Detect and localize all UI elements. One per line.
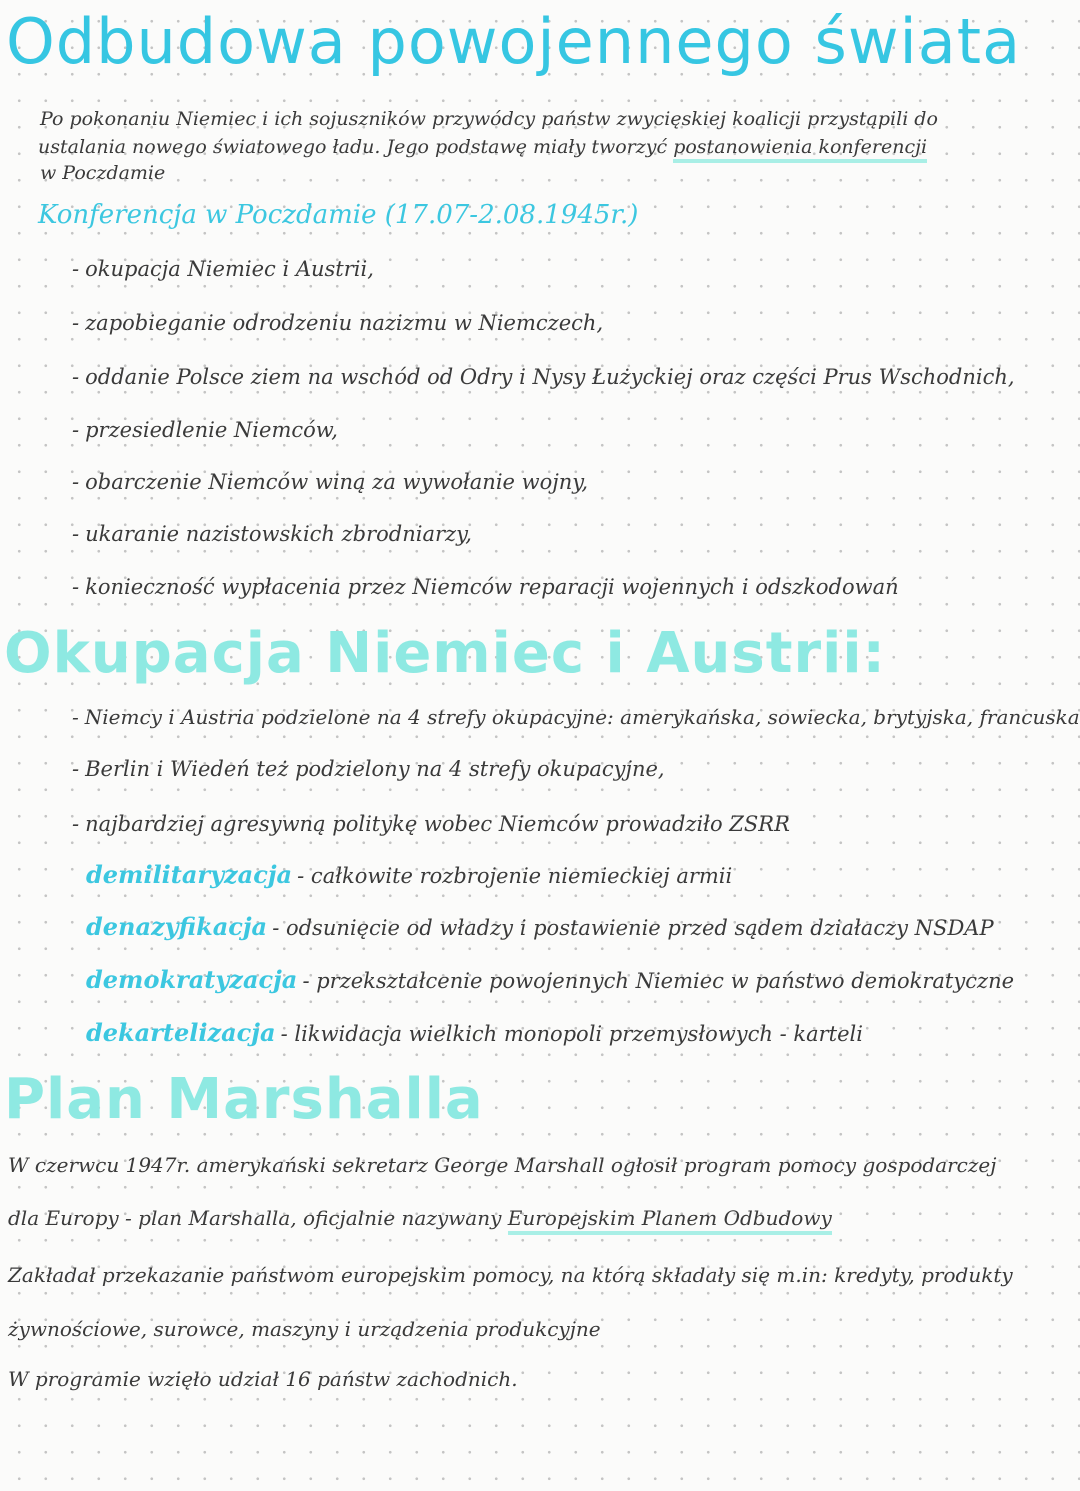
intro-line-2-text: ustalania nowego światowego ładu. Jego podstawę miały tworzyć [38, 136, 668, 158]
occupation-item: - najbardziej agresywną politykę wobec Niemców prowadziło ZSRR [72, 812, 790, 836]
term-definition: - likwidacja wielkich monopoli przemysłowych - karteli [280, 1022, 863, 1046]
marshall-line-2-text: dla Europy - plan Marshalla, oficjalnie nazywany [8, 1206, 502, 1230]
term-row [86, 912, 994, 941]
potsdam-item: - zapobieganie odrodzeniu nazizmu w Niemczech, [72, 311, 604, 335]
intro-line-1: Po pokonaniu Niemiec i ich sojuszników przywódcy państw zwycięskiej koalicji przystąpili do [40, 108, 938, 130]
marshall-line-3: Zakładał przekazanie państwom europejskim pomocy, na którą składały się m.in: kredyty, produkty [8, 1263, 1013, 1287]
term-definition: - odsunięcie od władzy i postawienie przed sądem działaczy NSDAP [272, 916, 994, 940]
occupation-item: - Berlin i Wiedeń też podzielony na 4 strefy okupacyjne, [72, 757, 665, 781]
marshall-heading: Plan Marshalla [4, 1067, 484, 1132]
occupation-item: - Niemcy i Austria podzielone na 4 strefy okupacyjne: amerykańska, sowiecka, brytyjska, francuska [72, 705, 1080, 729]
term-label: dekartelizacja [86, 1018, 276, 1047]
term-label: demilitaryzacja [86, 860, 293, 889]
term-row [86, 1018, 863, 1047]
term-definition: - przekształcenie powojennych Niemiec w państwo demokratyczne [302, 969, 1015, 993]
potsdam-item: - okupacja Niemiec i Austrii, [72, 257, 374, 281]
term-label: denazyfikacja [86, 912, 268, 941]
term-row [86, 860, 732, 889]
marshall-line-1: W czerwcu 1947r. amerykański sekretarz George Marshall ogłosił program pomocy gospodarczej [8, 1153, 997, 1177]
potsdam-item: - konieczność wypłacenia przez Niemców reparacji wojennych i odszkodowań [72, 575, 899, 599]
term-label: demokratyzacja [86, 965, 298, 994]
potsdam-item: - oddanie Polsce ziem na wschód od Odry i Nysy Łużyckiej oraz części Prus Wschodnich, [72, 365, 1015, 389]
potsdam-item: - obarczenie Niemców winą za wywołanie wojny, [72, 470, 589, 494]
intro-line-2 [38, 134, 927, 160]
marshall-line-4: żywnościowe, surowce, maszyny i urządzenia produkcyjne [8, 1317, 601, 1341]
term-row [86, 965, 1014, 994]
potsdam-heading: Konferencja w Poczdamie (17.07-2.08.1945r.) [38, 200, 639, 230]
marshall-line-5: W programie wzięło udział 16 państw zachodnich. [8, 1367, 518, 1391]
page-title: Odbudowa powojennego świata [6, 5, 1022, 78]
potsdam-item: - ukaranie nazistowskich zbrodniarzy, [72, 522, 472, 546]
marshall-highlight: Europejskim Planem Odbudowy [508, 1206, 832, 1235]
marshall-line-2 [8, 1205, 832, 1231]
occupation-heading: Okupacja Niemiec i Austrii: [4, 621, 886, 686]
potsdam-item: - przesiedlenie Niemców, [72, 418, 338, 442]
term-definition: - całkowite rozbrojenie niemieckiej armii [297, 864, 733, 888]
intro-line-3: w Poczdamie [40, 162, 166, 184]
intro-highlight: postanowienia konferencji [673, 136, 927, 163]
